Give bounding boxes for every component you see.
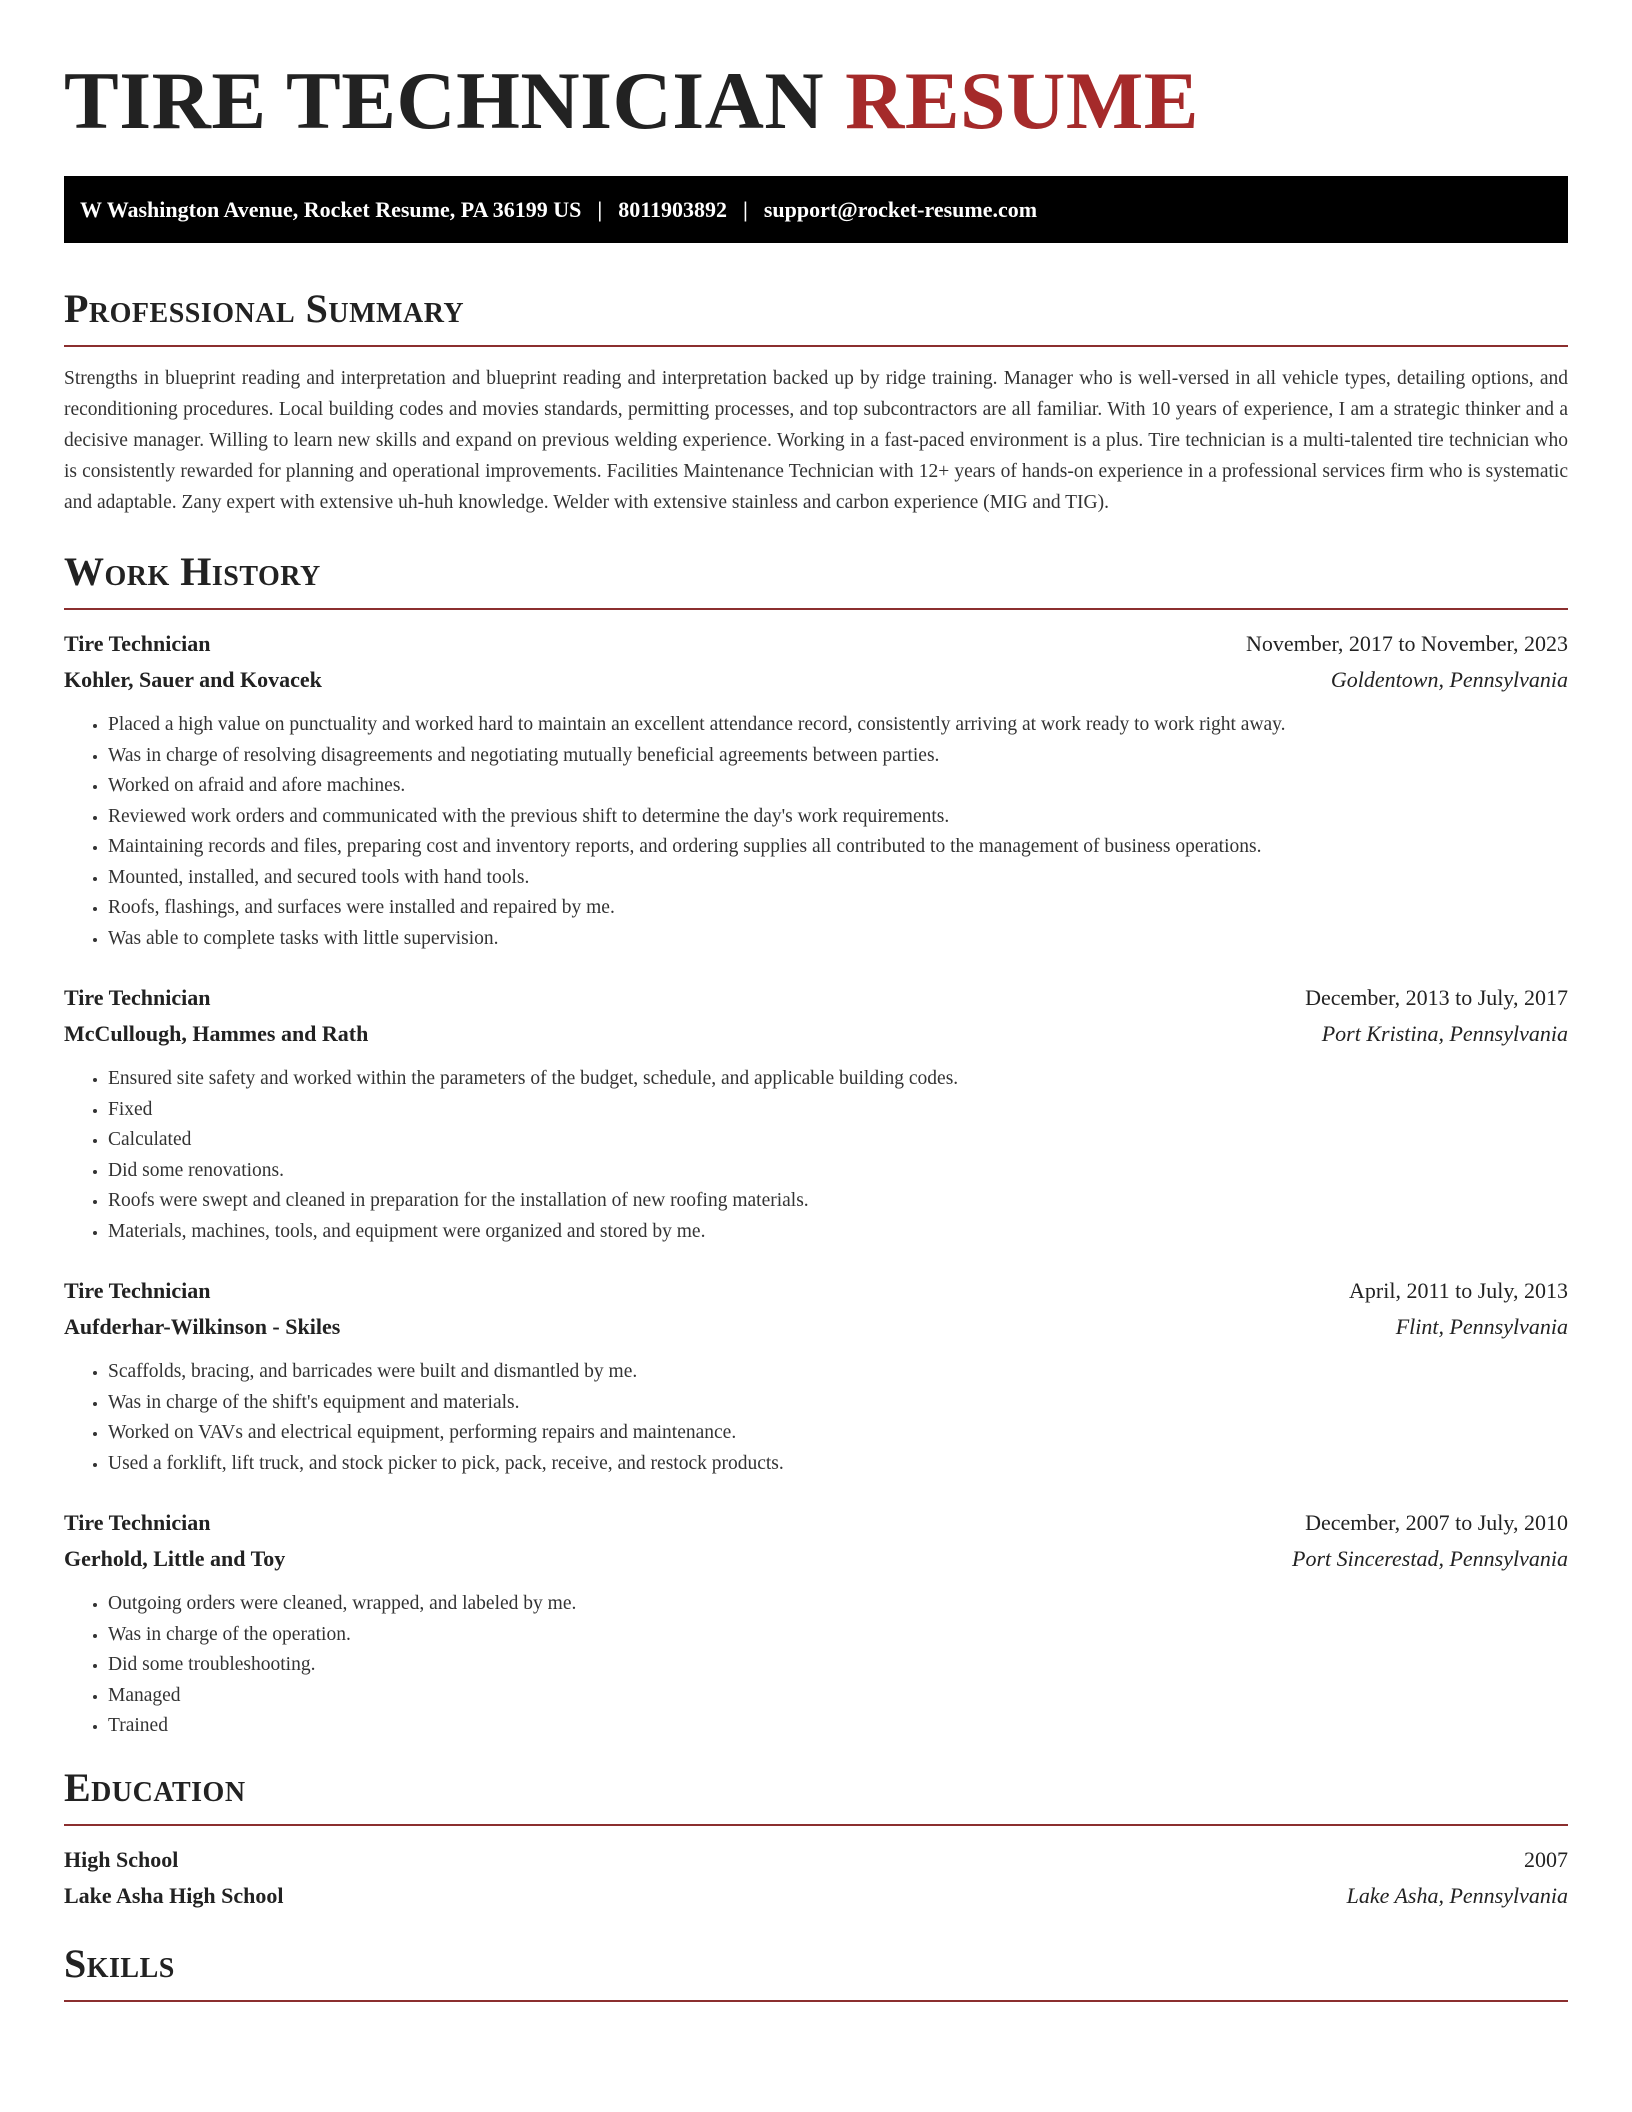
job-bullets: [64, 1064, 1568, 1247]
contact-separator: |: [597, 196, 603, 222]
summary-section: [64, 286, 1568, 518]
section-heading-education: Education: [64, 1768, 1568, 1826]
job-title-row: [64, 1273, 1568, 1309]
list-item: • Roofs, flashings, and surfaces were installed and repaired by me.: [108, 893, 1568, 924]
summary-text: Strengths in blueprint reading and interpretation and blueprint reading and interpretation backed up by ridge training. Manager who is well-versed in all vehicle types, detailing options, and reconditioning procedures. Local building codes and movies standards, permitting processes, and top subcontractors are all familiar. With 10 years of experience, I am a strategic thinker and a decisive manager. Willing to learn new skills and expand on previous welding experience. Working in a fast-paced environment is a plus. Tire technician is a multi-talented tire technician who is consistently rewarded for planning and operational improvements. Facilities Maintenance Technician with 12+ years of hands-on experience in a professional services firm who is systematic and adaptable. Zany expert with extensive uh-huh knowledge. Welder with extensive stainless and carbon experience (MIG and TIG).: [64, 368, 1568, 513]
list-item: • Mounted, installed, and secured tools with hand tools.: [108, 863, 1568, 894]
list-item: • Roofs were swept and cleaned in preparation for the installation of new roofing materials.: [108, 1186, 1568, 1217]
section-heading-work-history: Work History: [64, 552, 1568, 610]
education-school: Lake Asha High School: [64, 1882, 284, 1908]
list-item: • Maintaining records and files, preparing cost and inventory reports, and ordering supplies all contributed to the management of business operations.: [108, 832, 1568, 863]
job-title-row: [64, 1505, 1568, 1541]
job-title: Tire Technician: [64, 1510, 211, 1535]
job-title-row: [64, 980, 1568, 1016]
job-location: Port Kristina, Pennsylvania: [1321, 1021, 1568, 1046]
job-title: Tire Technician: [64, 985, 211, 1010]
list-item: • Scaffolds, bracing, and barricades were built and dismantled by me.: [108, 1357, 1568, 1388]
resume-page: [64, 0, 1568, 2002]
title-main: TIRE TECHNICIAN: [64, 55, 825, 146]
job-title-row: [64, 626, 1568, 662]
job-location: Flint, Pennsylvania: [1395, 1314, 1568, 1339]
section-heading-summary: Professional Summary: [64, 289, 1568, 347]
job-company-row: [64, 1309, 1568, 1345]
resume-title: [64, 0, 1568, 146]
job-entry: [64, 980, 1568, 1247]
job-company-row: [64, 1016, 1568, 1052]
contact-separator: |: [743, 196, 748, 222]
job-company: Kohler, Sauer and Kovacek: [64, 667, 322, 692]
list-item: • Reviewed work orders and communicated with the previous shift to determine the day's work requirements.: [108, 802, 1568, 833]
job-bullets: [64, 710, 1568, 954]
education-section: [64, 1764, 1568, 1914]
education-year: 2007: [1524, 1846, 1568, 1872]
education-degree: High School: [64, 1846, 179, 1872]
job-company: Aufderhar-Wilkinson - Skiles: [64, 1314, 341, 1339]
job-title: Tire Technician: [64, 1278, 211, 1303]
job-dates: November, 2017 to November, 2023: [1245, 631, 1568, 656]
skills-section: [64, 1940, 1568, 2002]
job-entry: [64, 1505, 1568, 1742]
job-location: Goldentown, Pennsylvania: [1330, 667, 1568, 692]
list-item: • Managed: [108, 1681, 1568, 1712]
job-company-row: [64, 662, 1568, 698]
job-dates: December, 2007 to July, 2010: [1305, 1510, 1568, 1535]
job-title: Tire Technician: [64, 631, 211, 656]
job-company-row: [64, 1541, 1568, 1577]
list-item: • Was able to complete tasks with little supervision.: [108, 924, 1568, 955]
list-item: • Fixed: [108, 1095, 1568, 1126]
job-company: McCullough, Hammes and Rath: [64, 1021, 369, 1046]
list-item: • Placed a high value on punctuality and worked hard to maintain an excellent attendance record, consistently arriving at work ready to work right away.: [108, 710, 1568, 741]
education-degree-row: [64, 1842, 1568, 1878]
job-entry: [64, 626, 1568, 954]
job-dates: April, 2011 to July, 2013: [1349, 1278, 1568, 1303]
education-entry: [64, 1842, 1568, 1914]
contact-email: support@rocket-resume.com: [763, 196, 1038, 222]
list-item: • Worked on afraid and afore machines.: [108, 771, 1568, 802]
education-location: Lake Asha, Pennsylvania: [1346, 1882, 1568, 1908]
list-item: • Outgoing orders were cleaned, wrapped, and labeled by me.: [108, 1589, 1568, 1620]
list-item: • Trained: [108, 1711, 1568, 1742]
list-item: • Was in charge of the operation.: [108, 1620, 1568, 1651]
job-location: Port Sincerestad, Pennsylvania: [1292, 1546, 1568, 1571]
job-bullets: [64, 1357, 1568, 1479]
list-item: • Did some renovations.: [108, 1156, 1568, 1187]
list-item: • Materials, machines, tools, and equipment were organized and stored by me.: [108, 1217, 1568, 1248]
contact-phone: 8011903892: [618, 196, 728, 222]
list-item: • Was in charge of resolving disagreements and negotiating mutually beneficial agreements between parties.: [108, 741, 1568, 772]
list-item: • Worked on VAVs and electrical equipment, performing repairs and maintenance.: [108, 1418, 1568, 1449]
work-history-section: [64, 549, 1568, 1742]
job-entry: [64, 1273, 1568, 1479]
list-item: • Did some troubleshooting.: [108, 1650, 1568, 1681]
contact-bar: [64, 176, 1568, 243]
contact-address: W Washington Avenue, Rocket Resume, PA 36199 US: [80, 196, 582, 222]
section-heading-skills: Skills: [64, 1944, 1568, 2002]
job-company: Gerhold, Little and Toy: [64, 1546, 286, 1571]
list-item: • Used a forklift, lift truck, and stock picker to pick, pack, receive, and restock products.: [108, 1449, 1568, 1480]
list-item: • Was in charge of the shift's equipment and materials.: [108, 1388, 1568, 1419]
list-item: • Ensured site safety and worked within the parameters of the budget, schedule, and applicable building codes.: [108, 1064, 1568, 1095]
title-accent: RESUME: [845, 55, 1199, 146]
job-dates: December, 2013 to July, 2017: [1305, 985, 1568, 1010]
education-school-row: [64, 1878, 1568, 1914]
list-item: • Calculated: [108, 1125, 1568, 1156]
job-bullets: [64, 1589, 1568, 1742]
